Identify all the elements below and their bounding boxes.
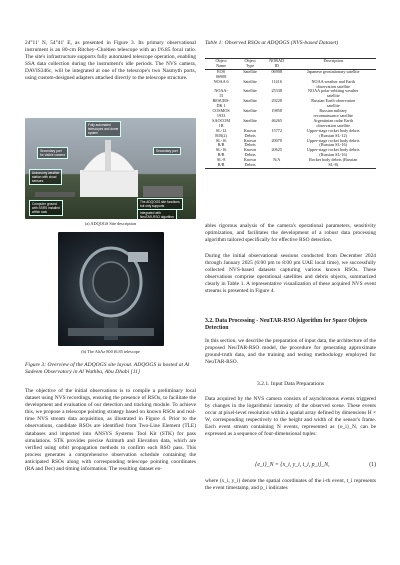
cell-object-type: Satellite bbox=[243, 108, 257, 114]
header-object-type: Object Type bbox=[244, 58, 256, 68]
cell-object-name: EOS 06908 bbox=[215, 68, 227, 79]
section-3-2-title: 3.2. Data Processing - NeuTAR-RSO Algorithm for Space Objects Detection bbox=[205, 318, 368, 331]
fig-label-secondary-port: Secondary port bbox=[153, 147, 181, 155]
cell-object-name: SL-12 R/B(2) bbox=[215, 127, 227, 138]
table-row bbox=[205, 99, 376, 109]
fig-label-secondary-port-visible: Secondary port for visible camera bbox=[37, 147, 68, 159]
fig-label-weather-station: Astronomy weather station with cloud sensors bbox=[29, 169, 62, 185]
telescope-graphic bbox=[58, 232, 164, 346]
cell-object-type: Satellite bbox=[243, 68, 257, 74]
right-paragraph-4: Data acquired by the NVS camera consists of asynchronous events triggered by changes in the logarithmic intensity of the observed scene. These events occur at pixel-level resolution within a spatial array defined by dimensions H × W, corresponding respectively to the height and width of the sensor's frame. Each event stream containing N events, represented as {e_i}_N, can be expressed as a sequence of four-dimensional tuples: bbox=[205, 396, 376, 438]
figure-3a-image bbox=[25, 118, 196, 219]
cell-norad-id: 25338 bbox=[271, 88, 282, 94]
figure-3-caption: Figure 3: Overview of the ADQOGS site layout. ADQOGS is hosted at Al Sadeem Observatory in Al Wathba, Abu Dhabi [11] bbox=[25, 362, 190, 376]
table-1-caption: Table 1: Observed RSOs at ADQOGS (NVS-based Dataset) bbox=[205, 40, 339, 46]
cell-description: Russian military reconnaissance satellite bbox=[313, 108, 353, 118]
table-row bbox=[205, 158, 376, 168]
cell-norad-id: 20625 bbox=[271, 147, 282, 153]
cell-description: Upper-stage rocket body debris (Russian SL-12) bbox=[306, 127, 360, 138]
equation-body: {e_i}_N = {x_i, y_i, t_i, p_i}_N, bbox=[255, 462, 330, 468]
cell-object-name: SL-16 R/B bbox=[215, 137, 227, 148]
figure-3b-image bbox=[58, 232, 164, 346]
cell-description: Upper-stage rocket body debris (Russian SL-16) bbox=[306, 137, 360, 148]
table-body bbox=[205, 69, 376, 168]
figure-3b-caption: (b) The AltAz 800 f6.85 telescope bbox=[81, 349, 140, 354]
cell-norad-id: 06908 bbox=[271, 68, 282, 74]
fig-label-site-functions: The ADQOGS site functions but only supports bbox=[137, 198, 183, 210]
header-object-name: Object Name bbox=[215, 58, 227, 68]
cell-description: NOAA polar-orbiting weather satellite bbox=[308, 88, 359, 99]
cell-description: Upper-stage rocket body debris (Russian SL-16) bbox=[306, 147, 360, 158]
cell-norad-id: 20070 bbox=[271, 137, 282, 143]
cell-object-type: Known Debris bbox=[243, 157, 257, 168]
header-norad-id: NORAD ID bbox=[269, 58, 285, 68]
cell-description: Argentinian radar Earth observation satellite bbox=[313, 117, 354, 128]
right-paragraph-5: where (x_i, y_i) denote the spatial coordinates of the i-th event, t_i represents the event timestamp, and p_i indicates bbox=[205, 478, 376, 492]
right-paragraph-2: During the initial observational sessions conducted from December 2024 through January 2025 (6:00 pm to 8:00 pm UAE local time), we successfully collected NVS-based datasets capturing various known RSOs. These observations comprise operational satellites and debris objects, summarized clearly in Table 1. A representative visualization of these acquired NVS event streams is presented in Figure 4. bbox=[205, 253, 376, 295]
cell-norad-id: 29228 bbox=[271, 98, 282, 104]
fig-label-computer-ground: Computer ground with SSRS installed within rack bbox=[29, 200, 63, 216]
cell-object-type: Satellite bbox=[243, 88, 257, 94]
equation-number: (1) bbox=[369, 462, 376, 468]
cell-object-name: COSMOS 1933 bbox=[212, 108, 230, 118]
cell-description: Rocket body debris (Russian SL-8) bbox=[309, 157, 358, 168]
left-paragraph-1: 24°11' N, 54°41' E, as presented in Figure 3. Its primary observational instrument is an 80-cm Ritchey–Chrétien telescope with an f/6.85 focal ratio. The site's infrastructure supports fully automated telescope operation, enabling SSA data collection during the instrument's idle periods. The NVS camera, DAVIS346c, will be integrated at one of the telescope's two Nasmyth ports, using custom-designed adapters attached directly to the telescope structure. bbox=[25, 40, 196, 82]
left-paragraph-2: The objective of the initial observations is to compile a preliminary local dataset using NVS recordings, ensuring the presence of RSOs, to facilitate the development and evaluation of our detection and tracking module. To achieve this, we propose a telescope pointing strategy based on known RSOs and real-time NVS stream data acquisition, as illustrated in Figure 4. Prior to the observations, candidate RSOs are identified from Two-Line Element (TLE) databases and imported into ANSYS Systems Tool Kit (STK) for pass simulations. STK provides precise Azimuth and Elevation data, which are verified using orbit propagation methods to confirm each RSO pass. This process generates a comprehensive observation schedule containing the anticipated RSOs along with corresponding telescope pointing coordinates (RA and Dec) and timing information. The resulting dataset en- bbox=[25, 388, 196, 473]
cell-object-name: SAOCOM 1B bbox=[212, 117, 231, 128]
cell-object-type: Satellite bbox=[243, 98, 257, 104]
right-paragraph-3: In this section, we describe the preparation of input data, the architecture of the proposed NeuTAR-RSO model, the procedure for generating approximate ground-truth data, and the training and testing methodology employed for NeuTAR-RSO. bbox=[205, 338, 376, 366]
cell-norad-id: N/A bbox=[273, 157, 281, 163]
cell-description: NOAA weather and Earth observation satellite bbox=[311, 78, 355, 89]
cell-object-type: Known Debris bbox=[243, 127, 257, 138]
cell-object-name: RESURS- DK 1 bbox=[212, 98, 230, 109]
cell-object-name: NOAA 6 bbox=[213, 78, 229, 84]
cell-object-type: Known Debris bbox=[243, 147, 257, 158]
cell-object-name: SL-16 R/B bbox=[215, 147, 227, 158]
cell-object-name: NOAA- 15 bbox=[214, 88, 228, 99]
figure-3a-caption: (a) ADQOGS Site description bbox=[84, 221, 137, 226]
fig-label-integrated: Integrated with NeuTAR-RSO algorithm bbox=[137, 209, 177, 219]
cell-object-type: Satellite bbox=[243, 78, 257, 84]
cell-description: Russian Earth observation satellite bbox=[311, 98, 356, 109]
fig-label-telescopes: Fully automated telescopes and dome system bbox=[85, 121, 121, 137]
cell-description: Japanese geostationary satellite bbox=[306, 68, 360, 74]
cell-object-name: SL-8 R/B bbox=[216, 157, 226, 168]
right-paragraph-1: ables rigorous analysis of the camera's operational parameters, sensitivity optimization, and facilitates the development of a robust data processing algorithm tailored specifically for effective RSO detection. bbox=[205, 223, 376, 244]
table-header-row bbox=[205, 59, 376, 70]
cell-norad-id: 11416 bbox=[271, 78, 282, 84]
cell-object-type: Known Debris bbox=[243, 137, 257, 148]
subsection-3-2-1-title: 3.2.1. Input Data Preparations bbox=[256, 381, 325, 387]
cell-object-type: Satellite bbox=[243, 117, 257, 123]
observed-rso-table bbox=[205, 58, 376, 169]
cell-norad-id: 15772 bbox=[271, 127, 282, 133]
header-description: Description bbox=[323, 58, 343, 63]
cell-norad-id: 19858 bbox=[271, 108, 282, 114]
cell-norad-id: 46265 bbox=[271, 117, 282, 123]
